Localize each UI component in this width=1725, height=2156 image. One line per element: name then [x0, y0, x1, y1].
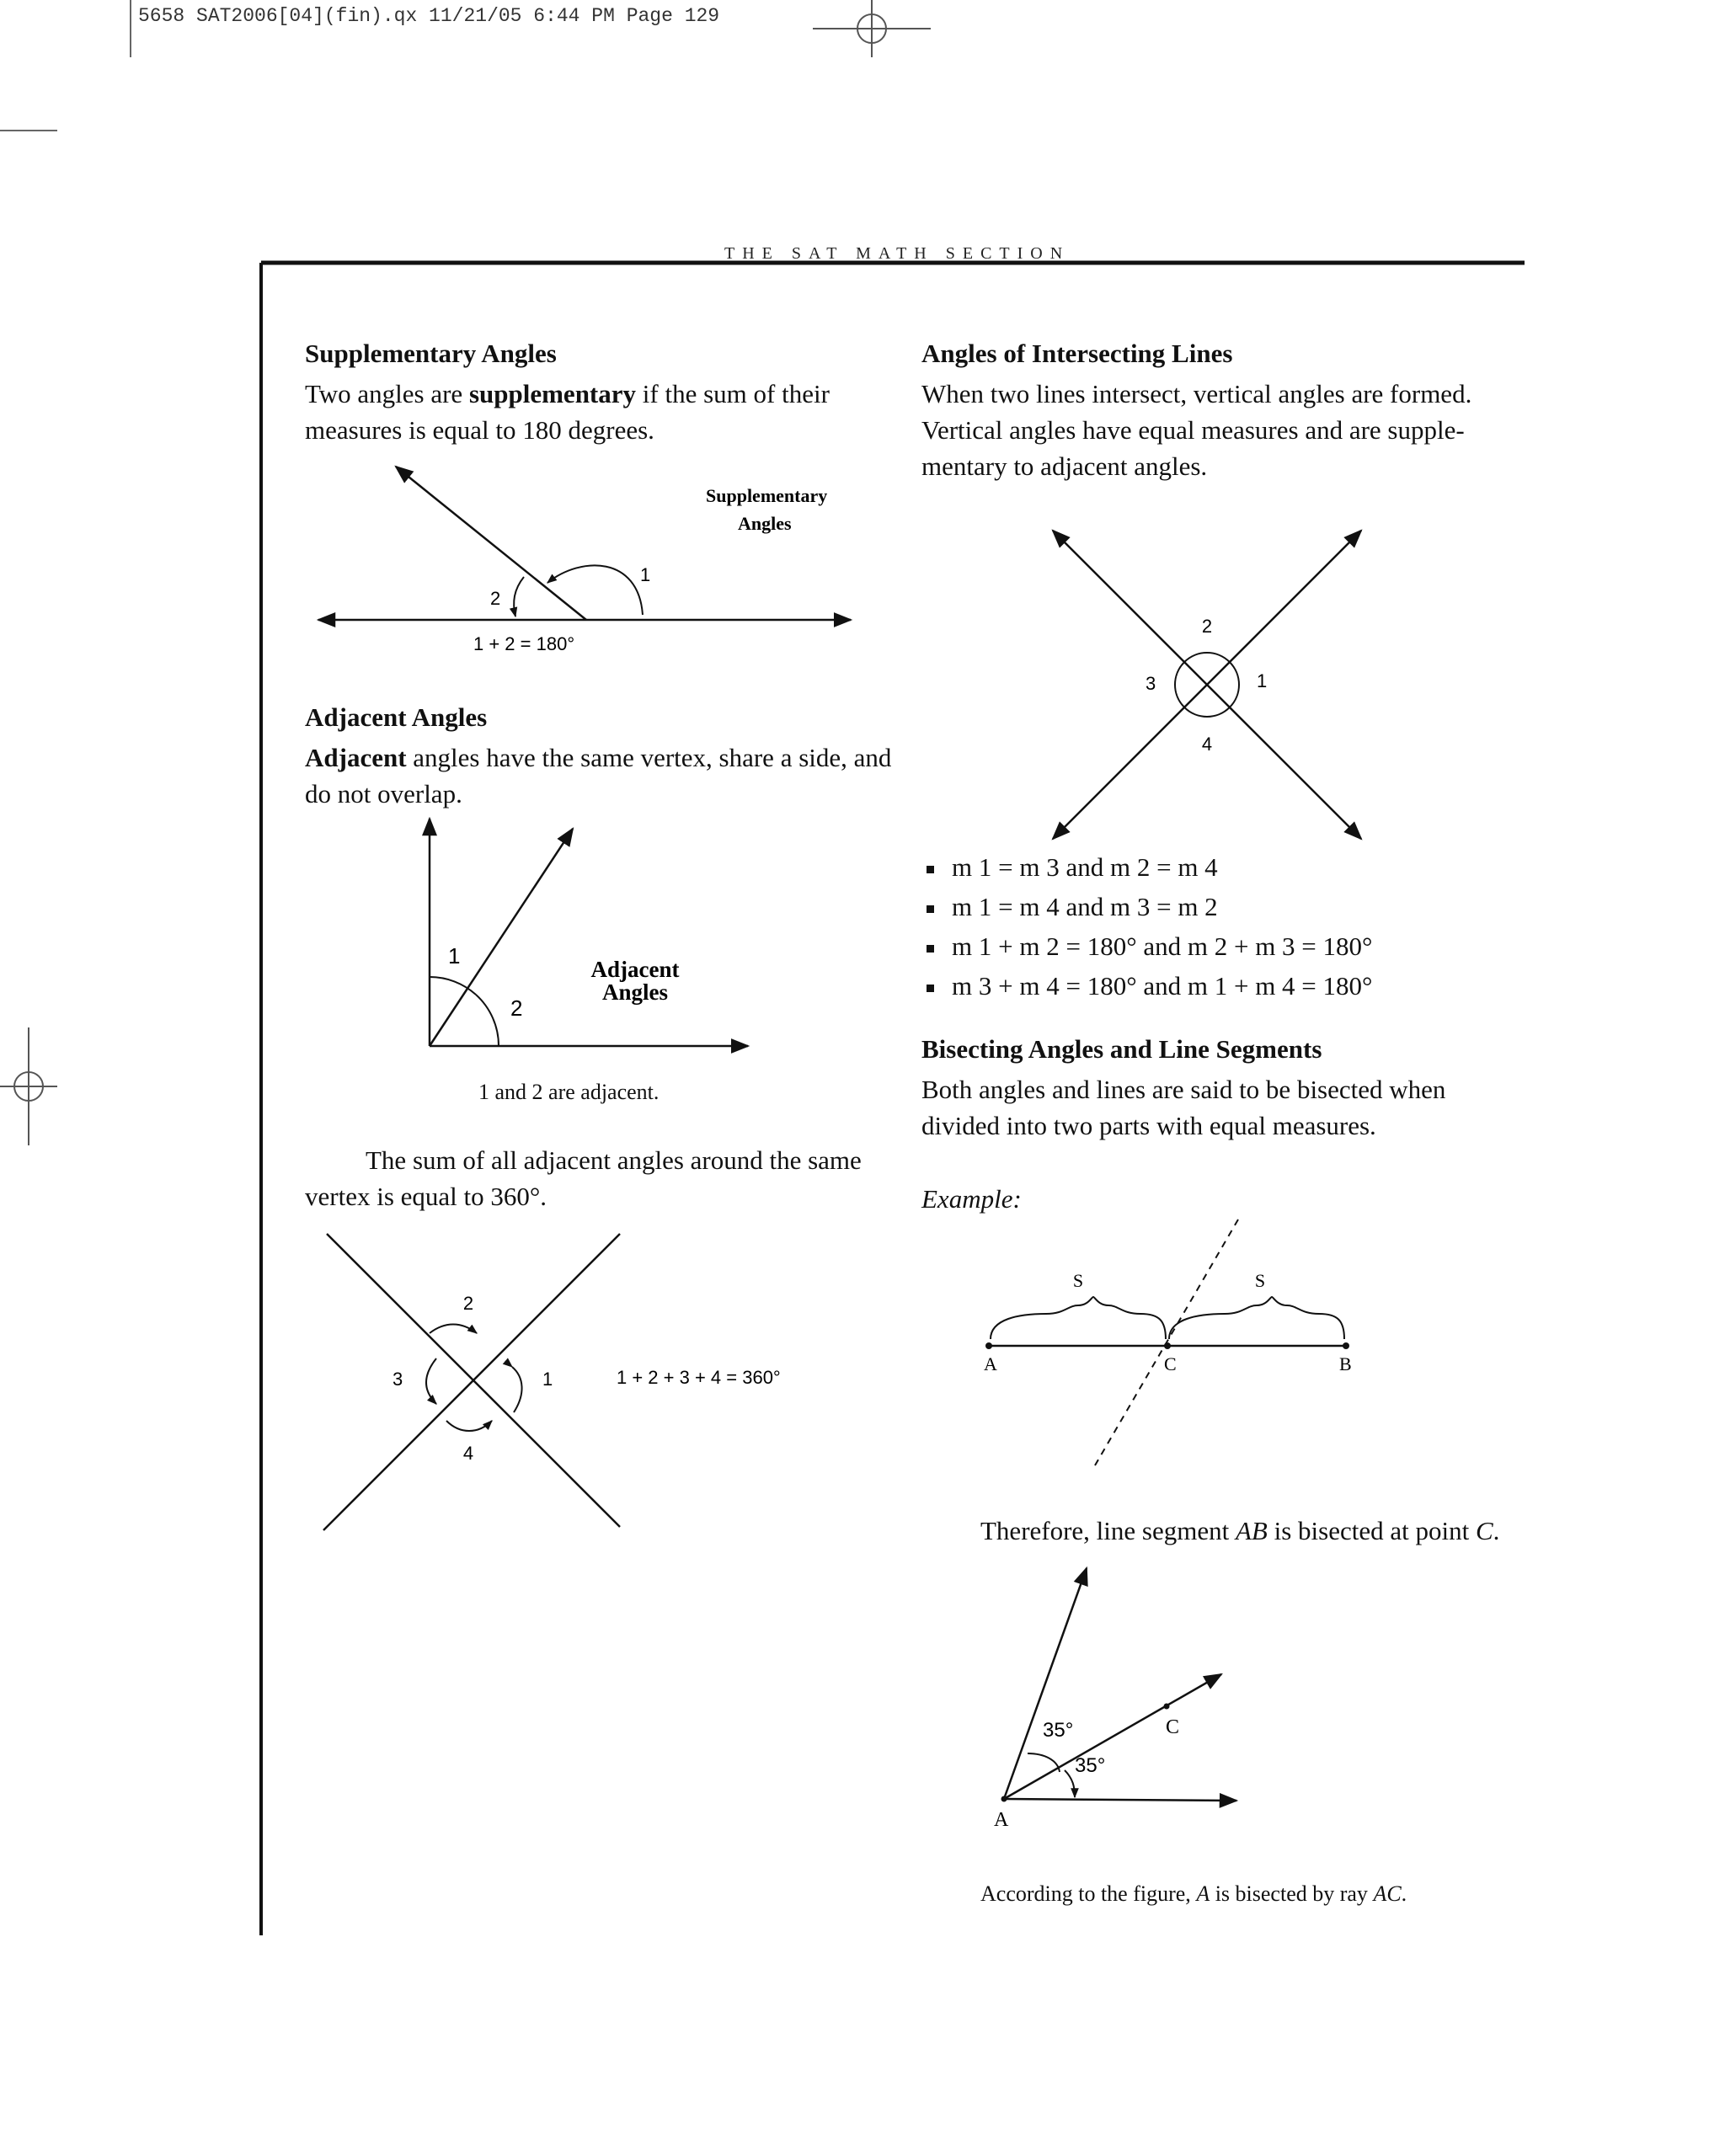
sum-equation: 1 + 2 + 3 + 4 = 360°: [617, 1367, 781, 1388]
supplementary-equation: 1 + 2 = 180°: [473, 633, 575, 654]
bisector-line: [1095, 1219, 1238, 1465]
point-c: [1164, 1704, 1170, 1710]
angle-1-label: 1: [448, 943, 461, 969]
sum-of-angles-text: The sum of all adjacent angles around the same vertex is equal to 360°.: [305, 1145, 862, 1211]
s-right-label: S: [1254, 1270, 1266, 1291]
figure-label-bottom: Angles: [738, 513, 792, 534]
ray-lower: [1004, 1799, 1236, 1801]
angle-2-label: 2: [1201, 616, 1213, 637]
supplementary-heading: Supplementary Angles: [305, 339, 557, 368]
point-a: [985, 1342, 992, 1349]
fact-item: m 1 = m 4 and m 3 = m 2: [925, 887, 1372, 926]
adjacent-definition: Adjacent angles have the same vertex, share a side, and do not overlap.: [305, 743, 892, 808]
fact-item: m 3 + m 4 = 180° and m 1 + m 4 = 180°: [925, 966, 1372, 1006]
angle-3-label: 3: [393, 1369, 403, 1390]
supplementary-angles-figure: [303, 455, 876, 665]
lower-angle-label: 35°: [1075, 1754, 1106, 1777]
segment-bisector-figure: [969, 1213, 1373, 1474]
intersecting-lines-text: When two lines intersect, vertical angles are formed. Vertical angles have equal measures and are supple-mentary to adjacent angles.: [921, 379, 1472, 481]
adjacent-caption: 1 and 2 are adjacent.: [478, 1080, 660, 1104]
label-a: A: [994, 1809, 1009, 1831]
point-b: [1343, 1342, 1349, 1349]
bisecting-heading: Bisecting Angles and Line Segments: [921, 1034, 1322, 1064]
figure-label-top: Supplementary: [706, 485, 828, 506]
ray-ac: [1004, 1674, 1221, 1799]
angle-2-arc: [430, 1325, 477, 1334]
label-b: B: [1339, 1353, 1352, 1374]
angle-3-arc: [426, 1358, 436, 1404]
label-a: A: [984, 1353, 997, 1374]
lower-angle-arc: [1065, 1770, 1075, 1797]
shared-side: [430, 829, 573, 1046]
print-slug: 5658 SAT2006[04](fin).qx 11/21/05 6:44 PM Page 129: [138, 5, 720, 27]
label-c: C: [1166, 1716, 1180, 1738]
angle-4-label: 4: [1201, 734, 1213, 755]
vertical-angles-figure: [1036, 518, 1373, 846]
angle-3-label: 3: [1146, 673, 1156, 694]
label-c: C: [1164, 1353, 1177, 1374]
angle-1-label: 1: [542, 1369, 553, 1390]
angle-1-label: 1: [1257, 670, 1268, 691]
adjacent-term: Adjacent: [305, 743, 407, 772]
bisector-caption: According to the figure, A is bisected by ray AC.: [980, 1881, 1407, 1906]
adjacent-angles-figure: [396, 808, 775, 1078]
angle-2-label: 2: [490, 588, 501, 609]
figure-label-bottom: Angles: [601, 979, 669, 1005]
angle-1-label: 1: [640, 564, 651, 585]
adjacent-heading: Adjacent Angles: [305, 702, 488, 732]
fact-item: m 1 = m 3 and m 2 = m 4: [925, 847, 1372, 887]
vertical-angles-facts: [925, 847, 1372, 1006]
intersecting-lines-heading: Angles of Intersecting Lines: [921, 339, 1233, 368]
supplementary-term: supplementary: [468, 379, 637, 408]
left-brace: [991, 1297, 1166, 1339]
example-label: Example:: [921, 1184, 1022, 1214]
line-2: [323, 1234, 620, 1530]
angle-2-label: 2: [510, 995, 523, 1021]
figure-label-top: Adjacent: [590, 957, 680, 982]
s-left-label: S: [1072, 1270, 1084, 1291]
fact-item: m 1 + m 2 = 180° and m 2 + m 3 = 180°: [925, 926, 1372, 966]
angle-4-arc: [446, 1421, 492, 1431]
upper-angle-label: 35°: [1043, 1719, 1074, 1742]
bisecting-text: Both angles and lines are said to be bisected when divided into two parts with equal measures.: [921, 1075, 1446, 1140]
angle-bisector-figure: [977, 1558, 1255, 1836]
four-angles-figure: [312, 1225, 834, 1537]
running-head: THE SAT MATH SECTION: [724, 244, 1071, 263]
angle-1-arc: [547, 565, 643, 615]
angle-1-arc: [512, 1367, 522, 1412]
supplementary-definition: Two angles are supplementary if the sum of their measures is equal to 180 degrees.: [305, 379, 830, 445]
angle-4-label: 4: [462, 1443, 474, 1464]
vertex-a: [1001, 1796, 1007, 1802]
angle-2-arc: [476, 995, 499, 1046]
angle-2-label: 2: [462, 1293, 474, 1314]
right-brace: [1169, 1297, 1344, 1339]
therefore-statement: Therefore, line segment AB is bisected at point C.: [980, 1516, 1500, 1545]
angle-2-arc: [514, 577, 524, 616]
